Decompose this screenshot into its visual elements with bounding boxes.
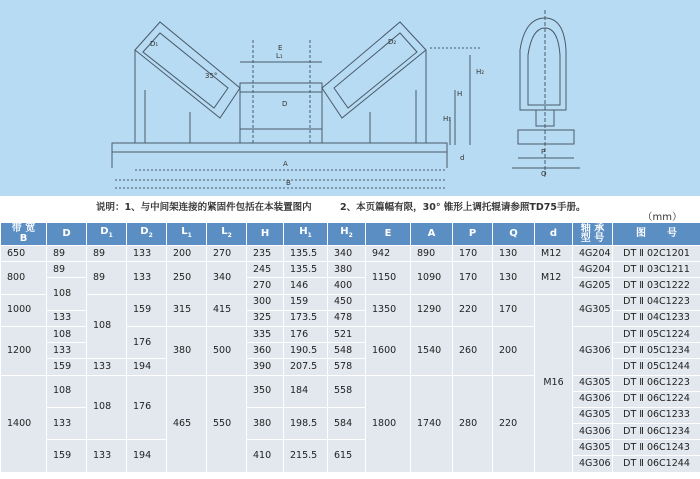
cell: 890: [411, 246, 453, 262]
header-d: D: [47, 223, 87, 246]
cell: 4G306: [573, 456, 613, 472]
cell: 146: [284, 278, 328, 294]
label-l1: L₁: [276, 52, 283, 60]
cell: 280: [453, 375, 493, 472]
cell: 194: [127, 359, 167, 375]
header-d1: $D_1$: [87, 223, 127, 246]
label-b: B: [286, 179, 291, 187]
cell: 133: [127, 262, 167, 294]
cell: 4G306: [573, 326, 613, 375]
cell: 390: [247, 359, 284, 375]
spec-table: [0, 222, 700, 473]
cell: DT Ⅱ 06C1233: [613, 407, 700, 423]
cell: 548: [328, 343, 366, 359]
cell: 650: [1, 246, 47, 262]
header-row: [1, 223, 700, 246]
header-h: H: [247, 223, 284, 246]
header-a: A: [411, 223, 453, 246]
cell: 176: [127, 326, 167, 358]
technical-drawing: [0, 0, 700, 196]
cell: 550: [207, 375, 247, 472]
cell: 350: [247, 375, 284, 407]
cell: 615: [328, 440, 366, 472]
cell: 1290: [411, 294, 453, 326]
cell: 415: [207, 294, 247, 326]
cell: 170: [453, 246, 493, 262]
notes-bar: [0, 196, 700, 223]
cell: DT Ⅱ 05C1244: [613, 359, 700, 375]
cell: DT Ⅱ 05C1224: [613, 326, 700, 342]
note-2: 2、本页篇幅有限，30° 锥形上调托辊请参照TD75手册。: [340, 202, 586, 213]
cell: 159: [127, 294, 167, 326]
header-e: E: [366, 223, 411, 246]
cell: 133: [87, 440, 127, 472]
label-d1: D₁: [150, 40, 159, 48]
side-view-housing: [520, 18, 566, 110]
unit-label: （mm）: [642, 212, 682, 223]
cell: DT Ⅱ 05C1234: [613, 343, 700, 359]
label-h2: H₂: [476, 68, 485, 76]
label-e: E: [278, 44, 283, 52]
cell: 235: [247, 246, 284, 262]
cell: 159: [284, 294, 328, 310]
header-small-d: d: [535, 223, 573, 246]
cell: 380: [167, 326, 207, 375]
label-h: H₁: [443, 115, 452, 123]
cell: 4G205: [573, 278, 613, 294]
cell: 270: [247, 278, 284, 294]
cell: DT Ⅱ 06C1224: [613, 391, 700, 407]
header-bearing: 轴 承 型 号: [573, 223, 613, 246]
cell: 108: [47, 326, 87, 342]
table-row: [1, 440, 700, 456]
cell: 4G305: [573, 375, 613, 391]
side-view-foot: [518, 130, 574, 144]
cell: 220: [493, 375, 535, 472]
cell: 800: [1, 262, 47, 294]
cell: 410: [247, 440, 284, 472]
cell: 176: [284, 326, 328, 342]
cell: 220: [453, 294, 493, 326]
cell: 1000: [1, 294, 47, 326]
header-h2: $H_2$: [328, 223, 366, 246]
cell: 340: [328, 246, 366, 262]
header-figure: 图 号: [613, 223, 700, 246]
cell: DT Ⅱ 06C1243: [613, 440, 700, 456]
cell: 159: [47, 359, 87, 375]
cell: M16: [535, 294, 573, 472]
cell: 380: [328, 262, 366, 278]
cell: 4G306: [573, 391, 613, 407]
cell: 89: [87, 246, 127, 262]
cell: DT Ⅱ 03C1211: [613, 262, 700, 278]
cell: DT Ⅱ 03C1222: [613, 278, 700, 294]
cell: 89: [87, 262, 127, 294]
cell: 173.5: [284, 310, 328, 326]
table-row: [1, 294, 700, 310]
cell: 108: [47, 278, 87, 310]
cell: 942: [366, 246, 411, 262]
cell: 521: [328, 326, 366, 342]
cell: 1800: [366, 375, 411, 472]
cell: 198.5: [284, 407, 328, 439]
cell: DT Ⅱ 06C1234: [613, 424, 700, 440]
cell: 1600: [366, 326, 411, 375]
cell: 200: [167, 246, 207, 262]
cell: 300: [247, 294, 284, 310]
cell: 4G204: [573, 262, 613, 278]
cell: M12: [535, 262, 573, 294]
cell: 465: [167, 375, 207, 472]
cell: 108: [47, 375, 87, 407]
cell: 135.5: [284, 262, 328, 278]
cell: 135.5: [284, 246, 328, 262]
cell: 1740: [411, 375, 453, 472]
cell: 4G305: [573, 294, 613, 326]
header-l1: $L_1$: [167, 223, 207, 246]
cell: DT Ⅱ 02C1201: [613, 246, 700, 262]
idler-drawing: [0, 0, 700, 196]
cell: 89: [47, 262, 87, 278]
cell: 207.5: [284, 359, 328, 375]
right-wing-roller: [322, 22, 426, 118]
cell: 335: [247, 326, 284, 342]
cell: 133: [47, 310, 87, 326]
cell: 578: [328, 359, 366, 375]
cell: 170: [493, 294, 535, 326]
cell: 340: [207, 262, 247, 294]
cell: 1350: [366, 294, 411, 326]
cell: 400: [328, 278, 366, 294]
cell: DT Ⅱ 06C1244: [613, 456, 700, 472]
cell: 194: [127, 440, 167, 472]
cell: 190.5: [284, 343, 328, 359]
cell: 4G305: [573, 440, 613, 456]
cell: 4G306: [573, 424, 613, 440]
cell: 176: [127, 375, 167, 440]
cell: 200: [493, 326, 535, 375]
cell: DT Ⅱ 04C1233: [613, 310, 700, 326]
table-row: [1, 375, 700, 391]
cell: 215.5: [284, 440, 328, 472]
cell: M12: [535, 246, 573, 262]
label-d2: D₂: [388, 38, 397, 46]
table-row: [1, 262, 700, 278]
note-1: 说明：1、与中间架连接的紧固件包括在本装置图内: [96, 202, 312, 213]
label-a: A: [283, 160, 288, 168]
cell: 184: [284, 375, 328, 407]
cell: 360: [247, 343, 284, 359]
cell: 130: [493, 262, 535, 294]
label-angle: 35°: [205, 72, 218, 80]
cell: 133: [87, 359, 127, 375]
label-q: Q: [541, 170, 547, 178]
cell: 133: [47, 407, 87, 439]
left-wing-roller: [135, 22, 240, 118]
cell: 1200: [1, 326, 47, 375]
cell: 325: [247, 310, 284, 326]
cell: 133: [47, 343, 87, 359]
cell: 450: [328, 294, 366, 310]
cell: 159: [47, 440, 87, 472]
frame-base: [112, 143, 447, 152]
cell: 245: [247, 262, 284, 278]
cell: 4G305: [573, 407, 613, 423]
label-h1: H: [457, 90, 463, 98]
cell: 1090: [411, 262, 453, 294]
header-h1: $H_1$: [284, 223, 328, 246]
cell: 250: [167, 262, 207, 294]
label-d: D: [282, 100, 288, 108]
cell: 4G204: [573, 246, 613, 262]
header-l2: $L_2$: [207, 223, 247, 246]
cell: 260: [453, 326, 493, 375]
cell: DT Ⅱ 06C1223: [613, 375, 700, 391]
cell: 1540: [411, 326, 453, 375]
cell: 478: [328, 310, 366, 326]
table-row: [1, 246, 700, 262]
cell: 270: [207, 246, 247, 262]
cell: 89: [47, 246, 87, 262]
header-q: Q: [493, 223, 535, 246]
cell: 500: [207, 326, 247, 375]
label-small-d: d: [460, 154, 465, 162]
cell: 1150: [366, 262, 411, 294]
header-d2: $D_2$: [127, 223, 167, 246]
cell: DT Ⅱ 04C1223: [613, 294, 700, 310]
cell: 108: [87, 294, 127, 359]
cell: 133: [127, 246, 167, 262]
cell: 108: [87, 375, 127, 440]
header-p: P: [453, 223, 493, 246]
cell: 584: [328, 407, 366, 439]
cell: 130: [493, 246, 535, 262]
header-b: 带 宽 B: [1, 223, 47, 246]
cell: 170: [453, 262, 493, 294]
cell: 380: [247, 407, 284, 439]
cell: 558: [328, 375, 366, 407]
cell: 315: [167, 294, 207, 326]
label-p: P: [541, 148, 546, 156]
cell: 1400: [1, 375, 47, 472]
